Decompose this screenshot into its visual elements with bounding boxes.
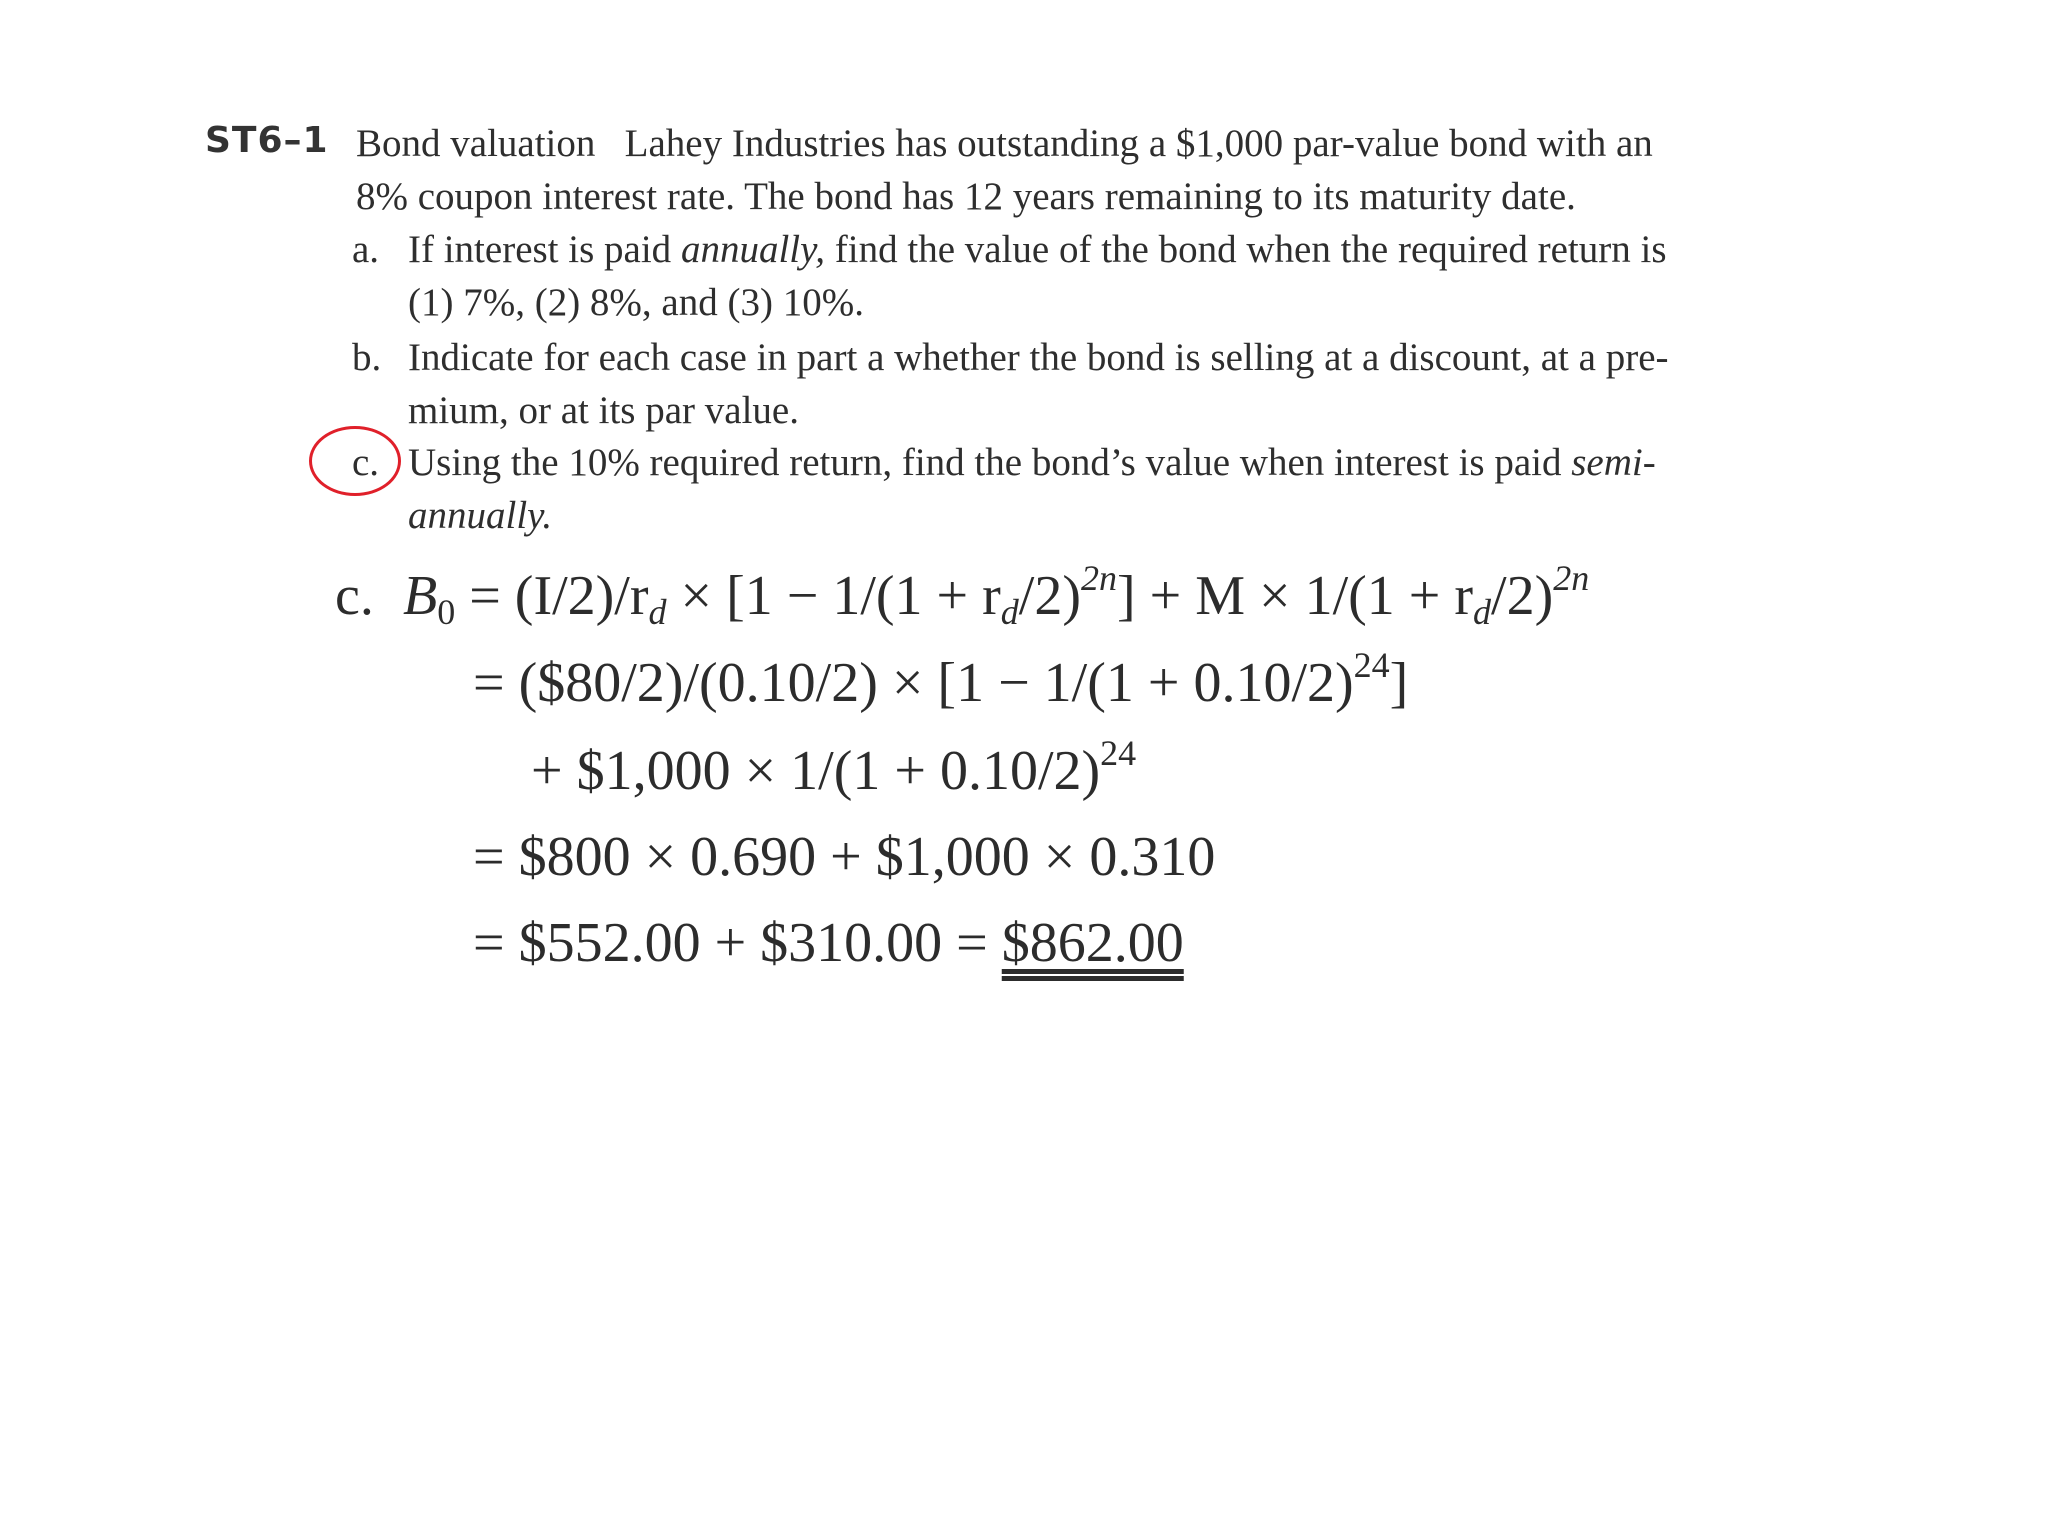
problem-intro-line-2: 8% coupon interest rate. The bond has 12 years remaining to its maturity date.	[356, 175, 1576, 218]
line-2-text: = ($80/2)/(0.10/2) × [1 − 1/(1 + 0.10/2)	[473, 652, 1354, 714]
problem-id: ST6–1	[205, 120, 329, 161]
part-c-line-1	[408, 436, 1656, 489]
formula-b: B	[403, 565, 438, 627]
formula-part-2: × [1 − 1/(1 + r	[666, 565, 1001, 627]
formula-sup-1: 2n	[1080, 558, 1117, 598]
solution-line-5	[473, 908, 1184, 978]
line-2-exponent: 24	[1353, 645, 1390, 685]
line-3-text: + $1,000 × 1/(1 + 0.10/2)	[531, 740, 1101, 802]
problem-heading: Bond valuation	[356, 122, 596, 165]
line-5-text: = $552.00 + $310.00 =	[473, 912, 1002, 974]
part-a-label: a.	[352, 228, 380, 271]
final-answer: $862.00	[1001, 912, 1184, 974]
part-a-text-pre: If interest is paid	[408, 228, 681, 271]
formula-sub-2: d	[1000, 592, 1019, 632]
formula-part-5: /2)	[1491, 565, 1554, 627]
formula-sup-2: 2n	[1553, 558, 1590, 598]
problem-heading-gap	[595, 122, 624, 165]
part-a-text-post: find the value of the bond when the required return is	[825, 228, 1667, 271]
part-a-line-1	[408, 223, 1667, 276]
formula-b-sub: 0	[437, 592, 456, 632]
solution-line-4: = $800 × 0.690 + $1,000 × 0.310	[473, 826, 1216, 888]
part-a-line-2: (1) 7%, (2) 8%, and (3) 10%.	[408, 281, 864, 324]
solution-label: c.	[335, 565, 374, 627]
problem-intro-text-1: Lahey Industries has outstanding a $1,000 par-value bond with an	[624, 122, 1653, 165]
formula-sub-1: d	[648, 592, 667, 632]
line-3-exponent: 24	[1100, 733, 1137, 773]
line-2-end: ]	[1389, 652, 1409, 714]
formula-sub-3: d	[1473, 592, 1492, 632]
formula-part-3: /2)	[1018, 565, 1081, 627]
part-c-label: c.	[352, 441, 380, 484]
solution-line-3	[531, 733, 1137, 806]
part-c-emphasis: semi-	[1571, 441, 1656, 484]
part-c-line-2: annually.	[408, 494, 553, 537]
formula-part-1: = (I/2)/r	[455, 565, 649, 627]
part-c-text-pre: Using the 10% required return, find the bond’s value when interest is paid	[408, 441, 1572, 484]
part-b-line-2: mium, or at its par value.	[408, 389, 799, 432]
formula-part-4: ] + M × 1/(1 + r	[1116, 565, 1474, 627]
problem-intro-line-1	[356, 117, 1653, 170]
part-a-emphasis: annually,	[680, 228, 826, 271]
part-b-label: b.	[352, 336, 382, 379]
solution-line-1	[403, 558, 1590, 632]
part-b-line-1: Indicate for each case in part a whether the bond is selling at a discount, at a pre-	[408, 336, 1669, 379]
solution-line-2	[473, 645, 1409, 718]
